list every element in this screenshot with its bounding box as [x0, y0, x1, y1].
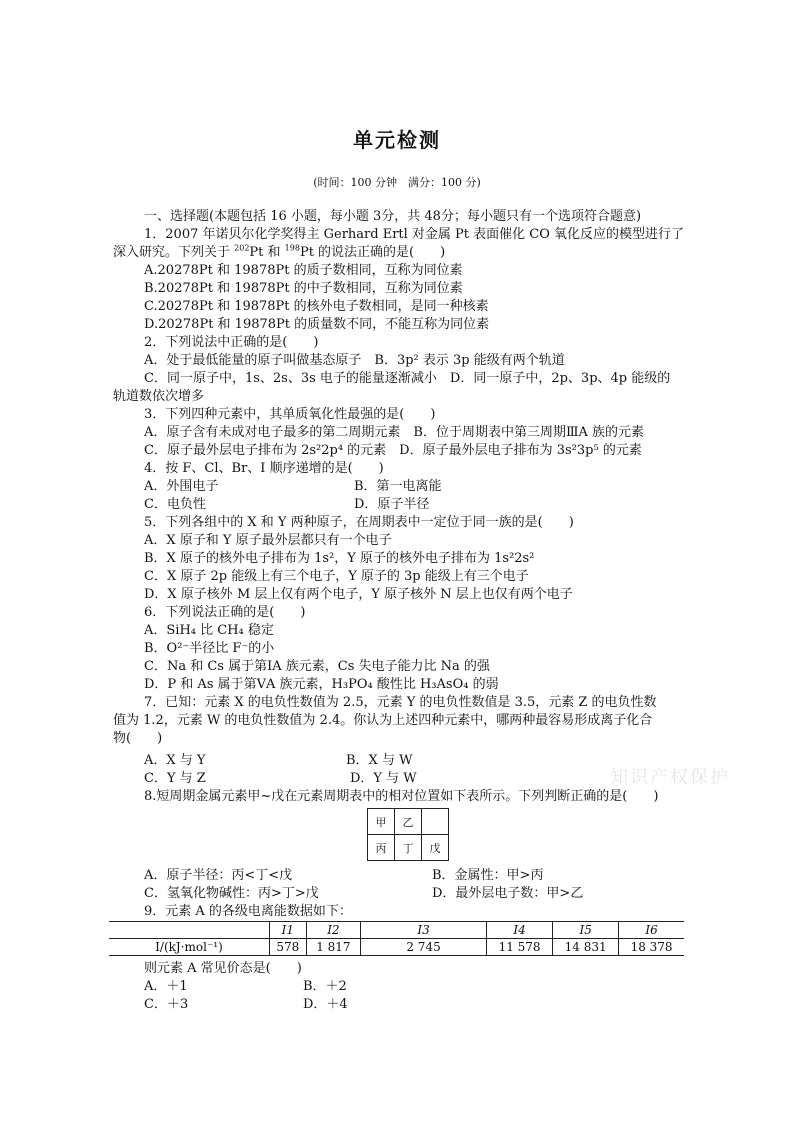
q9-question: 则元素 A 常见价态是( ): [144, 961, 302, 976]
q2-options-cd: C．同一原子中，1s、2s、3s 电子的能量逐渐减小 D．同一原子中，2p、3p、4p 能级的: [144, 371, 671, 386]
table-header-cell: I3: [361, 922, 487, 939]
table-cell: 2 745: [361, 939, 487, 956]
table-cell: 乙: [395, 809, 422, 835]
q2-options-cd-cont: 轨道数依次增多: [113, 389, 205, 404]
q7-option-b: B．X 与 W: [346, 753, 413, 768]
table-cell: [422, 809, 449, 835]
table-cell: 18 378: [619, 939, 684, 956]
q1-option-a: A.20278Pt 和 19878Pt 的质子数相同，互称为同位素: [144, 263, 463, 278]
q5-option-b: B．X 原子的核外电子排布为 1s²，Y 原子的核外电子排布为 1s²2s²: [144, 551, 535, 566]
q2-stem: 2．下列说法中正确的是( ): [144, 335, 319, 350]
q3-stem: 3．下列四种元素中，其单质氧化性最强的是( ): [144, 407, 436, 422]
table-cell: 丙: [368, 835, 395, 861]
q6-stem: 6．下列说法正确的是( ): [144, 605, 306, 620]
table-header-cell: [109, 922, 270, 939]
q9-option-b: B．＋2: [303, 979, 347, 994]
table-cell: 1 817: [306, 939, 360, 956]
table-header-cell: I6: [619, 922, 684, 939]
table-cell: 14 831: [553, 939, 619, 956]
q9-stem: 9．元素 A 的各级电离能数据如下：: [144, 904, 352, 919]
q6-option-b: B．O²⁻半径比 F⁻的小: [144, 641, 275, 656]
periodic-position-table: [367, 808, 449, 861]
q3-options-ab: A．原子含有未成对电子最多的第二周期元素 B．位于周期表中第三周期ⅢA 族的元素: [144, 425, 644, 440]
q4-option-d: D．原子半径: [354, 497, 430, 512]
table-header-cell: I4: [487, 922, 553, 939]
table-header-row: [109, 922, 684, 939]
q1-stem-line1: 1．2007 年诺贝尔化学奖得主 Gerhard Ertl 对金属 Pt 表面催化 CO 氧化反应的模型进行了: [144, 227, 685, 242]
q5-option-d: D．X 原子核外 M 层上仅有两个电子，Y 原子核外 N 层上也仅有两个电子: [144, 587, 573, 602]
q7-option-d: D．Y 与 W: [350, 771, 417, 786]
table-cell: 甲: [368, 809, 395, 835]
table-row: [368, 835, 449, 861]
table-header-cell: I1: [270, 922, 307, 939]
q9-option-a: A．＋1: [144, 979, 188, 994]
q9-option-d: D．＋4: [303, 997, 348, 1012]
table-row-label: I/(kJ·mol⁻¹): [109, 939, 270, 956]
table-header-cell: I5: [553, 922, 619, 939]
q7-stem-line2: 值为 1.2，元素 W 的电负性数值为 2.4。你认为上述四种元素中，哪两种最容易形成离子化合: [113, 713, 653, 728]
exam-time-info: (时间：100 分钟 满分：100 分): [313, 176, 481, 189]
q2-options-ab: A．处于最低能量的原子叫做基态原子 B．3p² 表示 3p 能级有两个轨道: [144, 353, 565, 368]
q1-option-d: D.20278Pt 和 19878Pt 的质量数不同，不能互称为同位素: [144, 317, 490, 332]
table-row: [368, 809, 449, 835]
section-heading: 一、选择题(本题包括 16 小题，每小题 3分，共 48分；每小题只有一个选项符合题意): [144, 209, 642, 224]
table-cell: 丁: [395, 835, 422, 861]
q6-option-d: D．P 和 As 属于第ⅤA 族元素，H₃PO₄ 酸性比 H₃AsO₄ 的弱: [144, 677, 499, 692]
q9-option-c: C．＋3: [144, 997, 189, 1012]
table-row: [109, 939, 684, 956]
watermark: 知识产权保护: [610, 767, 730, 788]
q5-stem: 5．下列各组中的 X 和 Y 两种原子，在周期表中一定位于同一族的是( ): [144, 515, 574, 530]
q5-option-c: C．X 原子 2p 能级上有三个电子，Y 原子的 3p 能级上有三个电子: [144, 569, 529, 584]
q6-option-a: A．SiH₄ 比 CH₄ 稳定: [144, 623, 274, 638]
q4-option-c: C．电负性: [144, 497, 206, 512]
page-title: 单元检测: [353, 128, 441, 152]
q8-option-b: B．金属性：甲>丙: [432, 868, 544, 883]
q8-stem: 8.短周期金属元素甲~戊在元素周期表中的相对位置如下表所示。下列判断正确的是( ): [144, 789, 659, 804]
table-cell: 11 578: [487, 939, 553, 956]
q1-option-c: C.20278Pt 和 19878Pt 的核外电子数相同，是同一种核素: [144, 299, 489, 314]
ionization-energy-table: [109, 921, 684, 956]
q8-option-d: D．最外层电子数：甲>乙: [432, 886, 584, 901]
table-cell: 戊: [422, 835, 449, 861]
table-cell: 578: [270, 939, 307, 956]
q5-option-a: A．X 原子和 Y 原子最外层都只有一个电子: [144, 533, 392, 548]
q8-option-a: A．原子半径：丙<丁<戊: [144, 868, 293, 883]
q4-option-a: A．外围电子: [144, 479, 219, 494]
table-header-cell: I2: [306, 922, 360, 939]
q7-stem-line3: 物( ): [113, 731, 163, 746]
q7-option-c: C．Y 与 Z: [144, 771, 206, 786]
q4-option-b: B．第一电离能: [354, 479, 442, 494]
q4-stem: 4．按 F、Cl、Br、I 顺序递增的是( ): [144, 461, 384, 476]
q1-stem-line2: 深入研究。下列关于 $^{202}$Pt 和 $^{198}$Pt 的说法正确的是( ): [113, 243, 446, 260]
q7-option-a: A．X 与 Y: [144, 753, 206, 768]
q7-stem-line1: 7．已知：元素 X 的电负性数值为 2.5，元素 Y 的电负性数值是 3.5，元素 Z 的电负性数: [144, 695, 657, 710]
q3-options-cd: C．原子最外层电子排布为 2s²2p⁴ 的元素 D．原子最外层电子排布为 3s²3p⁵ 的元素: [144, 443, 642, 458]
q8-option-c: C．氢氧化物碱性：丙>丁>戊: [144, 886, 319, 901]
q1-option-b: B.20278Pt 和 19878Pt 的中子数相同，互称为同位素: [144, 281, 463, 296]
q6-option-c: C．Na 和 Cs 属于第ⅠA 族元素，Cs 失电子能力比 Na 的强: [144, 659, 490, 674]
